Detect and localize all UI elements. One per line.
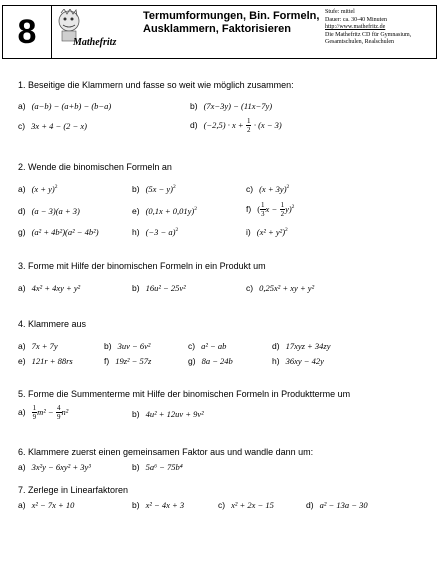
q2-task-g — [18, 227, 99, 237]
q6-task-b — [132, 462, 183, 472]
q1-d-fraction — [246, 117, 252, 134]
q3-c-label: c) — [246, 283, 254, 293]
q3-c-expr: 0,25x² + xy + y² — [259, 283, 315, 293]
q7-c-expr: x² + 2x − 15 — [231, 500, 274, 510]
q6-b-label: b) — [132, 462, 140, 472]
q4-task-g — [188, 356, 233, 366]
q3-b-expr: 16u² − 25v² — [145, 283, 186, 293]
q2-b-exp: 2 — [173, 184, 176, 190]
meta-cd: Die Mathefritz CD für Gymnasium, — [325, 31, 412, 38]
q4-g-expr: 8a − 24b — [201, 356, 233, 366]
q1-b-label: b) — [190, 101, 198, 111]
q2-task-b — [132, 184, 176, 194]
q2-g-expr: (a² + 4b²)(a² − 4b²) — [31, 227, 99, 237]
q1-d-frac-den: 2 — [246, 126, 251, 134]
q2-i-expr: (x² + y²) — [256, 227, 286, 237]
q2-h-expr: (−3 − a) — [145, 227, 176, 237]
q2-c-expr: (x + 3y) — [259, 184, 287, 194]
q4-c-label: c) — [188, 341, 196, 351]
grade-number: 8 — [3, 6, 52, 58]
q2-a-label: a) — [18, 184, 26, 194]
q1-d-expr-post: · (x − 3) — [253, 119, 282, 130]
q2-h-exp: 2 — [175, 227, 179, 233]
q7-a-label: a) — [18, 500, 26, 510]
q2-b-label: b) — [132, 184, 140, 194]
q2-e-exp: 2 — [194, 206, 198, 212]
q5-a-label: a) — [18, 406, 26, 417]
q7-b-expr: x² − 4x + 3 — [145, 500, 185, 510]
q4-h-expr: 36xy − 42y — [285, 356, 324, 366]
q2-c-exp: 2 — [286, 184, 290, 190]
q4-task-e — [18, 356, 73, 366]
q7-task-b — [132, 500, 184, 510]
q1-task-c — [18, 121, 87, 131]
q5-task-a — [18, 404, 68, 421]
q4-f-label: f) — [104, 356, 110, 366]
page-title — [143, 10, 321, 36]
q1-b-expr: (7x−3y) − (11x−7y) — [203, 101, 273, 111]
q7-c-label: c) — [218, 500, 226, 510]
q2-h-label: h) — [132, 227, 140, 237]
meta-level: Stufe: mittel — [325, 9, 355, 15]
q5-a-num-1: 1 — [32, 404, 37, 412]
q1-d-label: d) — [190, 119, 198, 130]
q2-f-den-2: 2 — [280, 210, 285, 218]
q4-e-expr: 121r + 88rs — [31, 356, 73, 366]
q1-d-expr-pre: (−2,5) · x + — [203, 119, 244, 130]
q3-a-label: a) — [18, 283, 26, 293]
q2-task-i — [246, 227, 288, 237]
q7-d-label: d) — [306, 500, 314, 510]
logo-text: Mathefritz — [73, 37, 117, 48]
q5-a-end: n² — [61, 406, 69, 417]
q7-task-a — [18, 500, 74, 510]
q2-g-label: g) — [18, 227, 26, 237]
q6-heading: 6. Klammere zuerst einen gemeinsamen Faktor aus und wandle dann um: — [18, 447, 314, 457]
q1-a-expr: (a−b) − (a+b) − (b−a) — [31, 101, 112, 111]
mascot-icon — [55, 9, 141, 55]
q5-a-num-2: 4 — [57, 404, 61, 412]
q3-heading: 3. Forme mit Hilfe der binomischen Formeln in ein Produkt um — [18, 261, 266, 271]
q2-task-c — [246, 184, 289, 194]
q2-f-mid: x − — [265, 203, 278, 214]
q2-e-label: e) — [132, 206, 140, 216]
q1-task-b — [190, 101, 272, 111]
q5-task-b — [132, 409, 204, 419]
title-line-2: Ausklammern, Faktorisieren — [143, 23, 291, 35]
q4-f-expr: 19z² − 57z — [115, 356, 152, 366]
q3-a-expr: 4x² + 4xy + y² — [31, 283, 81, 293]
q2-i-exp: 2 — [285, 227, 288, 233]
meta-schools: Gesamtschulen, Realschulen — [325, 39, 394, 45]
q7-task-c — [218, 500, 274, 510]
q1-c-expr: 3x + 4 − (2 − x) — [31, 121, 88, 131]
q4-task-b — [104, 341, 150, 351]
worksheet-header — [2, 5, 437, 59]
q2-b-expr: (5x − y) — [145, 184, 174, 194]
q1-task-a — [18, 101, 111, 111]
q4-g-label: g) — [188, 356, 196, 366]
q4-task-f — [104, 356, 151, 366]
q4-b-expr: 3uv − 6v² — [117, 341, 151, 351]
q2-f-exp: 2 — [291, 203, 295, 210]
meta-duration: Dauer: ca. 30-40 Minuten — [325, 16, 387, 23]
q3-b-label: b) — [132, 283, 140, 293]
q5-heading: 5. Forme die Summenterme mit Hilfe der binomischen Formeln in Produktterme um — [18, 389, 351, 399]
q7-a-expr: x² − 7x + 10 — [31, 500, 75, 510]
q7-task-d — [306, 500, 368, 510]
q7-d-expr: a² − 13a − 30 — [319, 500, 368, 510]
q5-b-label: b) — [132, 409, 140, 419]
q4-task-c — [188, 341, 226, 351]
q7-heading: 7. Zerlege in Linearfaktoren — [18, 485, 129, 495]
q2-task-f: f) ( $\frac{1}{3}$ x − $\frac{1}{2}$ y)$^2$ — [246, 201, 295, 218]
q2-d-expr: (a − 3)(a + 3) — [31, 206, 80, 216]
q6-task-a — [18, 462, 91, 472]
q2-i-label: i) — [246, 227, 251, 237]
q4-d-label: d) — [272, 341, 280, 351]
meta-info — [325, 9, 435, 47]
q4-task-d — [272, 341, 330, 351]
q1-task-d — [190, 117, 282, 134]
q2-task-e — [132, 206, 197, 216]
q4-a-label: a) — [18, 341, 26, 351]
q4-task-h — [272, 356, 324, 366]
q4-a-expr: 7x + 7y — [31, 341, 58, 351]
q2-heading: 2. Wende die binomischen Formeln an — [18, 162, 172, 172]
q4-h-label: h) — [272, 356, 280, 366]
q6-b-expr: 5a⁶ − 75b⁴ — [145, 462, 183, 472]
q4-e-label: e) — [18, 356, 26, 366]
q4-heading: 4. Klammere aus — [18, 319, 87, 329]
q5-a-den-1: 9 — [32, 413, 37, 421]
q2-f-num-2: 1 — [280, 201, 285, 209]
q3-task-a — [18, 283, 80, 293]
title-line-1: Termumformungen, Bin. Formeln, — [143, 10, 320, 22]
q2-c-label: c) — [246, 184, 254, 194]
q4-c-expr: a² − ab — [201, 341, 227, 351]
q1-a-label: a) — [18, 101, 26, 111]
q2-f-label: f) — [246, 203, 252, 214]
q5-a-mid: m² − — [37, 406, 54, 417]
q6-a-label: a) — [18, 462, 26, 472]
q2-d-label: d) — [18, 206, 26, 216]
q6-a-expr: 3x²y − 6xy² + 3y³ — [31, 462, 91, 472]
q7-b-label: b) — [132, 500, 140, 510]
q4-b-label: b) — [104, 341, 112, 351]
q2-a-exp: 2 — [54, 184, 58, 190]
q1-c-label: c) — [18, 121, 26, 131]
q2-a-expr: (x + y) — [31, 184, 55, 194]
q2-f-num-1: 1 — [261, 201, 265, 209]
q5-b-expr: 4u² + 12uv + 9v² — [145, 409, 204, 419]
q2-f-den-1: 3 — [261, 210, 265, 218]
q2-task-d — [18, 206, 80, 216]
q5-a-den-2: 9 — [57, 413, 61, 421]
q4-d-expr: 17xyz + 34zy — [285, 341, 331, 351]
q3-task-b — [132, 283, 186, 293]
q3-task-c — [246, 283, 314, 293]
q4-task-a — [18, 341, 58, 351]
meta-url-link[interactable]: http://www.mathefritz.de — [325, 24, 386, 30]
q2-task-h — [132, 227, 178, 237]
q1-d-frac-num: 1 — [246, 117, 251, 125]
q2-f-end: y) — [285, 203, 292, 214]
mathefritz-logo — [55, 9, 141, 55]
q1-heading: 1. Beseitige die Klammern und fasse so weit wie möglich zusammen: — [18, 80, 294, 90]
q2-task-a — [18, 184, 58, 194]
q2-e-expr: (0,1x + 0,01y) — [145, 206, 195, 216]
